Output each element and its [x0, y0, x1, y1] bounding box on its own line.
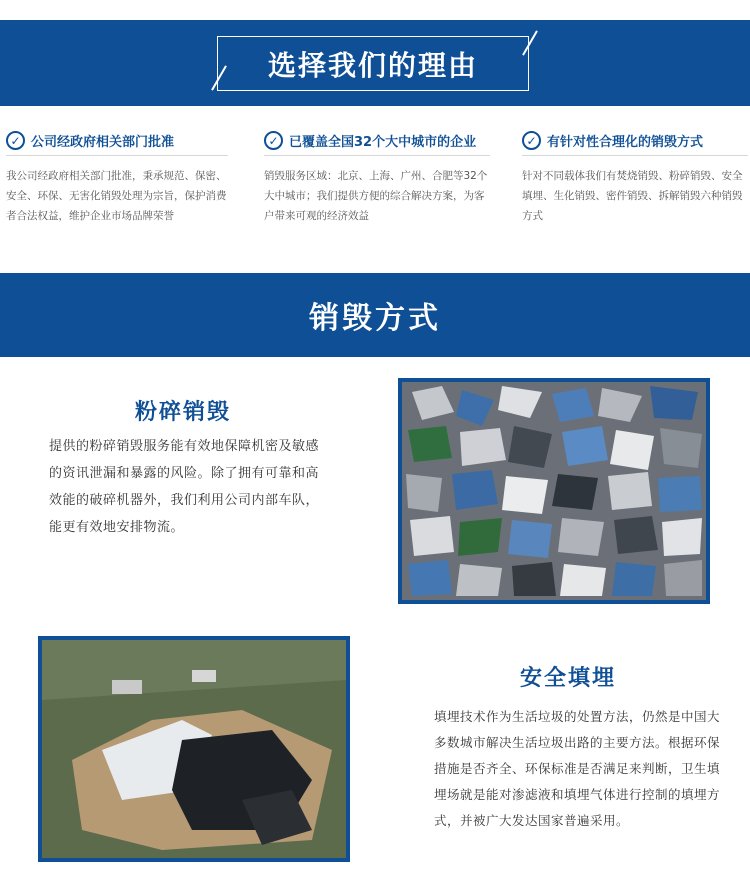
- reason-item: [6, 130, 228, 226]
- reason-item: [264, 130, 490, 226]
- reason-title: 已覆盖全国32个大中城市的企业: [289, 135, 477, 150]
- shredded-material-illustration: [402, 382, 706, 600]
- method-text: 填埋技术作为生活垃圾的处置方法，仍然是中国大多数城市解决生活垃圾出路的主要方法。根据环保措施是否齐全、环保标准是否满足来判断，卫生填埋场就是能对渗滤液和填埋气体进行控制的填埋方式，并被广大发达国家普遍采用。: [434, 709, 721, 828]
- method-title: 安全填埋: [520, 666, 617, 691]
- method-title: 粉碎销毁: [135, 400, 232, 425]
- reasons-row: [0, 130, 750, 240]
- reason-text: 我公司经政府相关部门批准，秉承规范、保密、安全、环保、无害化销毁处理为宗旨，保护消费者合法权益，维护企业市场品牌荣誉: [6, 170, 227, 222]
- method-text: 提供的粉碎销毁服务能有效地保障机密及敏感的资讯泄漏和暴露的风险。除了拥有可靠和高效能的破碎机器外，我们利用公司内部车队，能更有效地安排物流。: [49, 439, 320, 535]
- header-banner: [0, 20, 750, 106]
- shredded-material-image: [398, 378, 710, 604]
- reason-text: 针对不同载体我们有焚烧销毁、粉碎销毁、安全填埋、生化销毁、密件销毁、拆解销毁六种销毁方式: [522, 170, 743, 222]
- check-circle-icon: ✓: [6, 131, 25, 150]
- reason-item: [522, 130, 748, 226]
- reason-title: 公司经政府相关部门批准: [31, 135, 175, 150]
- landfill-illustration: [42, 640, 346, 858]
- check-circle-icon: ✓: [264, 131, 283, 150]
- landfill-aerial-image: [38, 636, 350, 862]
- reason-title: 有针对性合理化的销毁方式: [547, 135, 704, 150]
- reason-text: 销毁服务区域：北京、上海、广州、合肥等32个大中城市；我们提供方便的综合解决方案，为客户带来可观的经济效益: [264, 170, 488, 222]
- page-title: 选择我们的理由: [217, 36, 529, 91]
- methods-banner: [0, 273, 750, 357]
- check-circle-icon: ✓: [522, 131, 541, 150]
- methods-title: 销毁方式: [309, 301, 441, 336]
